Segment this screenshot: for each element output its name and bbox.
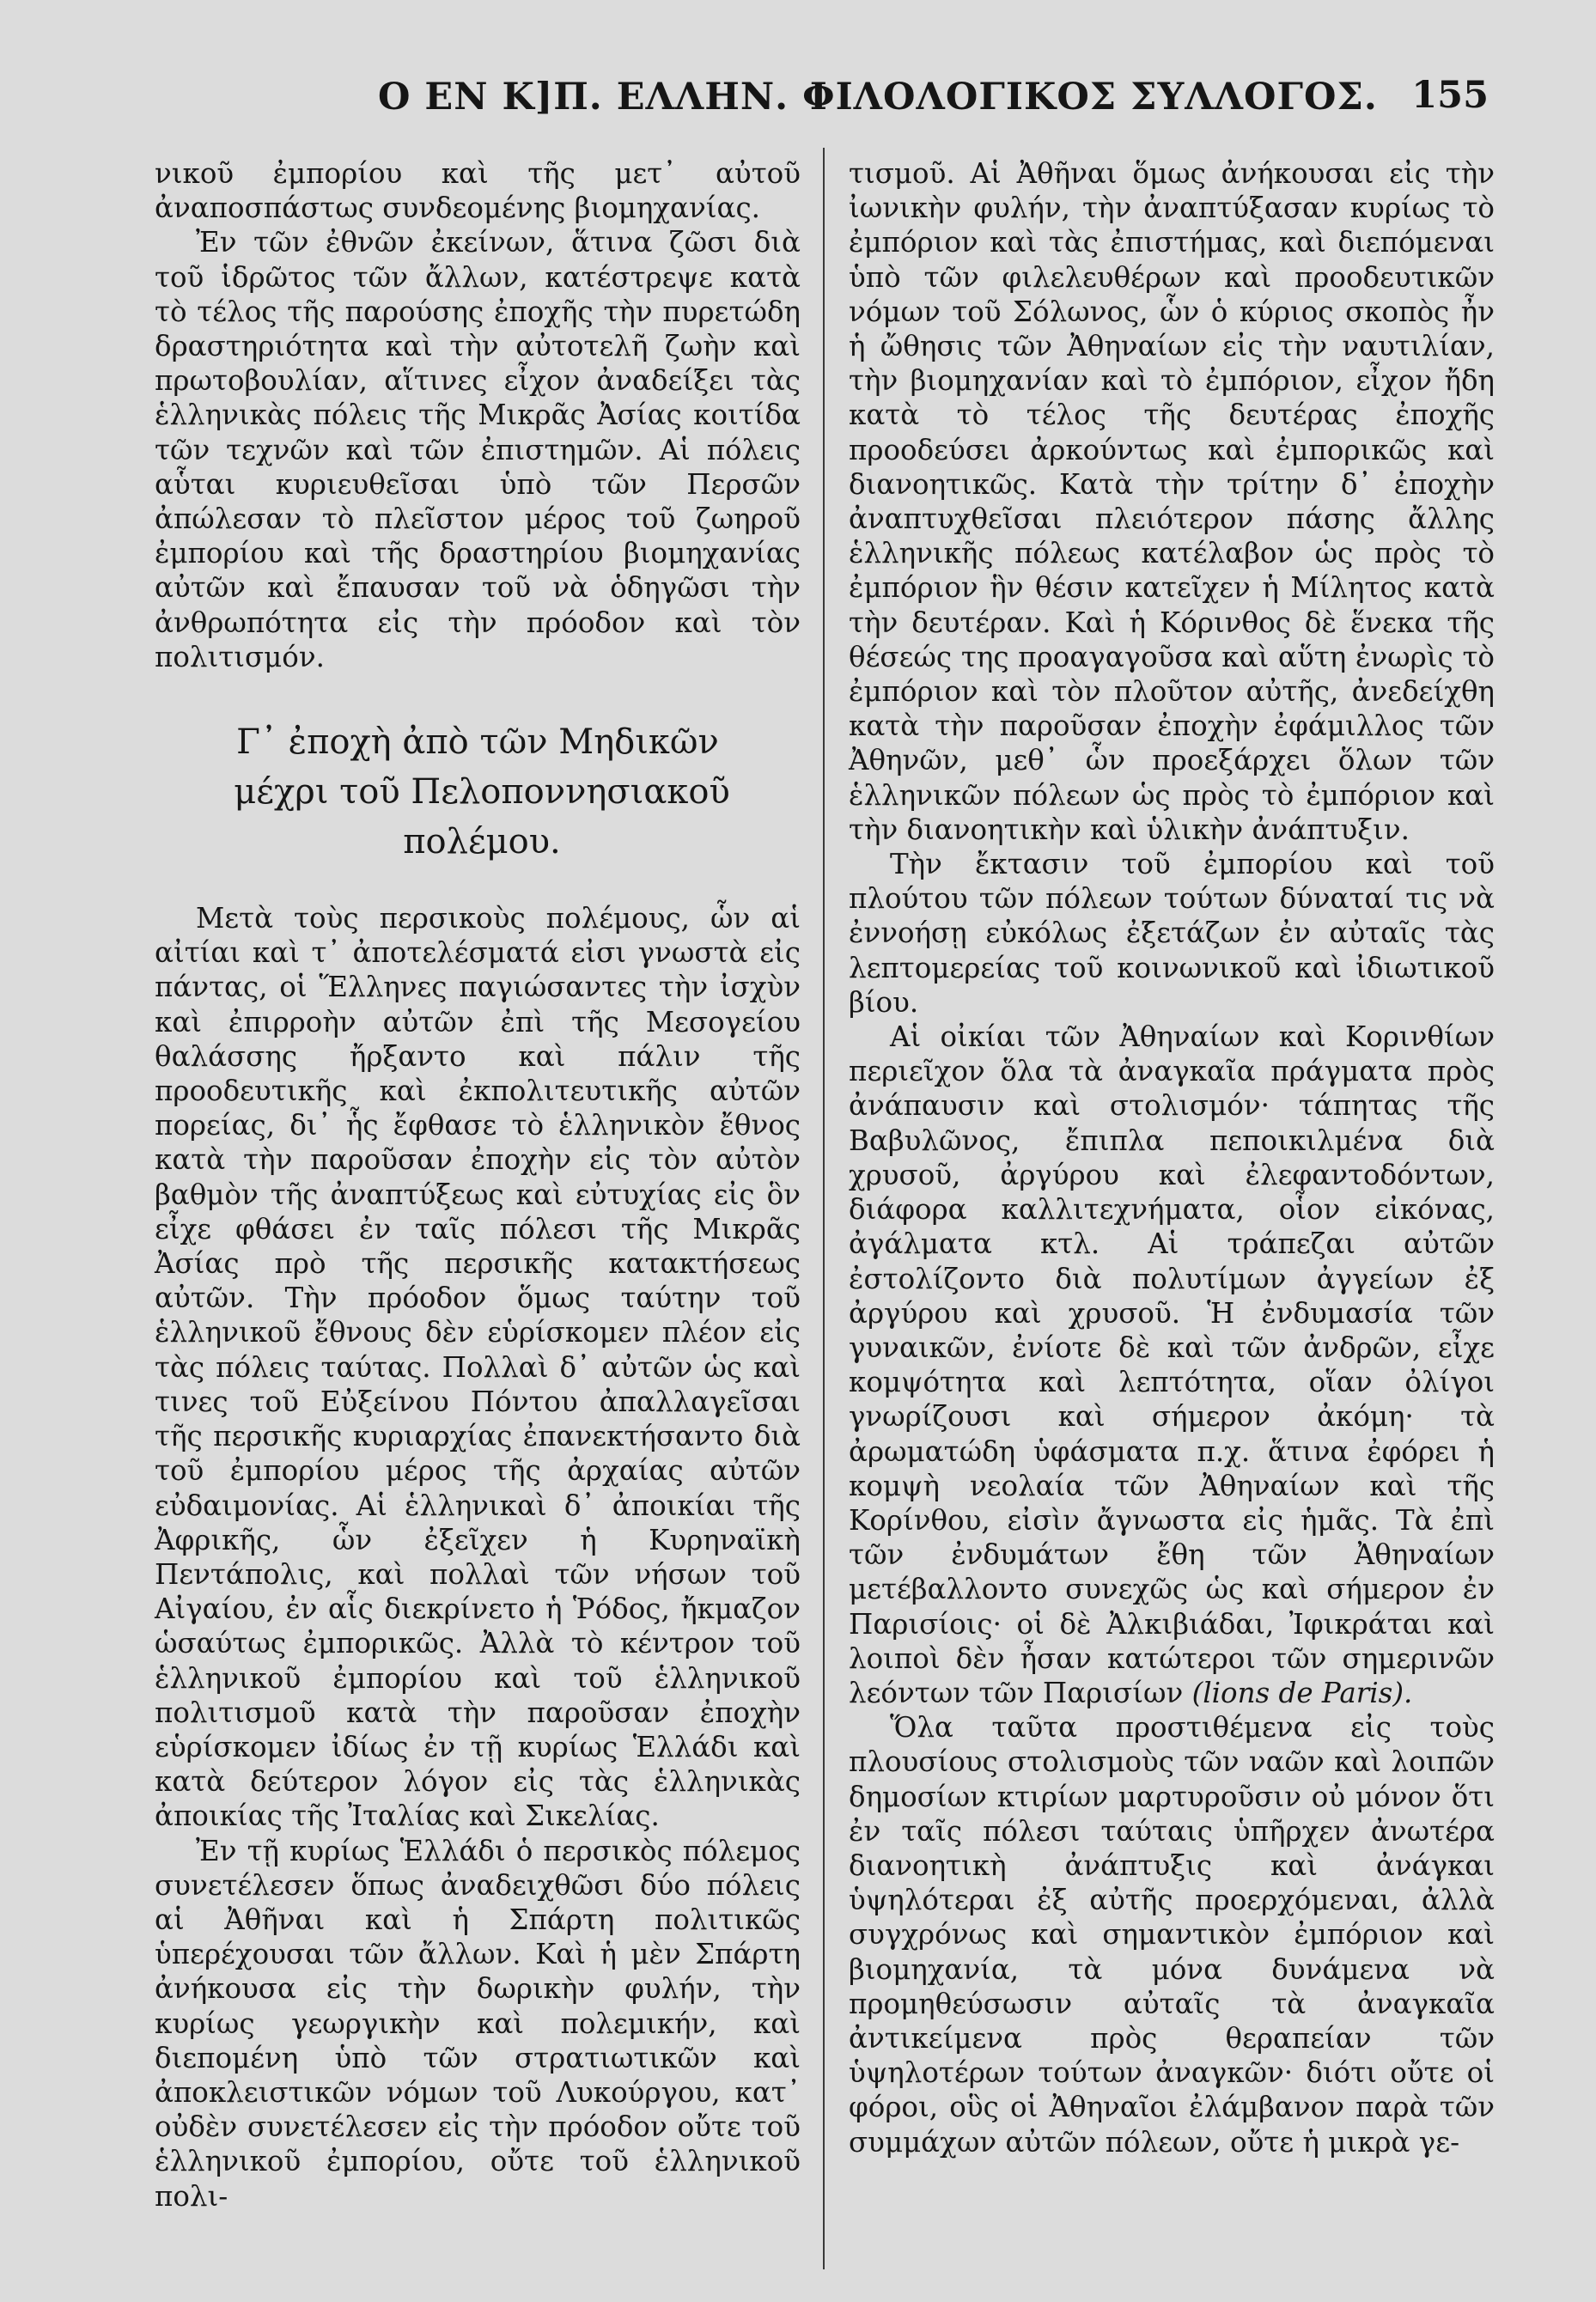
left-column: [155, 156, 801, 2214]
section-heading-line: Γ᾽ ἐποχὴ ἀπὸ τῶν Μηδικῶν: [236, 722, 719, 763]
paragraph: Τὴν ἔκτασιν τοῦ ἐμπορίου καὶ τοῦ πλούτου τῶν πόλεων τούτων δύναταί τις νὰ ἐννοήσῃ εὐκόλως ἐξετάζων ἐν αὐταῖς τὰς λεπτομερείας τοῦ κοινωνικοῦ καὶ ἰδιωτικοῦ βίου.: [849, 848, 1495, 1019]
paragraph: Ἐν τῶν ἐθνῶν ἐκείνων, ἅτινα ζῶσι διὰ τοῦ ἱδρῶτος τῶν ἄλλων, κατέστρεψε κατὰ τὸ τέλος τῆς παρούσης ἐποχῆς τὴν πυρετώδη δραστηριότητα καὶ τὴν αὐτοτελῆ ζωὴν καὶ πρωτοβουλίαν, αἵτινες εἶχον ἀναδείξει τὰς ἑλληνικὰς πόλεις τῆς Μικρᾶς Ἀσίας κοιτίδα τῶν τεχνῶν καὶ τῶν ἐπιστημῶν. Αἱ πόλεις αὗται κυριευθεῖσαι ὑπὸ τῶν Περσῶν ἀπώλεσαν τὸ πλεῖστον μέρος τοῦ ζωηροῦ ἐμπορίου καὶ τῆς δραστηρίου βιομηχανίας αὐτῶν καὶ ἔπαυσαν τοῦ νὰ ὁδηγῶσι τὴν ἀνθρωπότητα εἰς τὴν πρόοδον καὶ τὸν πολιτισμόν.: [155, 226, 801, 673]
section-heading: [155, 717, 801, 867]
paragraph: [849, 1020, 1495, 1710]
italic-phrase: (lions de Paris).: [1191, 1676, 1413, 1709]
paragraph: Μετὰ τοὺς περσικοὺς πολέμους, ὧν αἱ αἰτίαι καὶ τ᾽ ἀποτελέσματά εἰσι γνωστὰ εἰς πάντας, οἱ Ἕλληνες παγιώσαντες τὴν ἰσχὺν καὶ ἐπιρροὴν αὐτῶν ἐπὶ τῆς Μεσογείου θαλάσσης ἤρξαντο καὶ πάλιν τῆς προοδευτικῆς καὶ ἐκπολιτευτικῆς αὐτῶν πορείας, δι᾽ ἧς ἔφθασε τὸ ἑλληνικὸν ἔθνος κατὰ τὴν παροῦσαν ἐποχὴν εἰς τὸν αὐτὸν βαθμὸν τῆς ἀναπτύξεως καὶ εὐτυχίας εἰς ὃν εἶχε φθάσει ἐν ταῖς πόλεσι τῆς Μικρᾶς Ἀσίας πρὸ τῆς περσικῆς κατακτήσεως αὐτῶν. Τὴν πρόοδον ὅμως ταύτην τοῦ ἑλληνικοῦ ἔθνους δὲν εὑρίσκομεν πλέον εἰς τὰς πόλεις ταύτας. Πολλαὶ δ᾽ αὐτῶν ὡς καὶ τινες τοῦ Εὐξείνου Πόντου ἀπαλλαγεῖσαι τῆς περσικῆς κυριαρχίας ἐπανεκτήσαντο διὰ τοῦ ἐμπορίου μέρος τῆς ἀρχαίας αὐτῶν εὐδαιμονίας. Αἱ ἑλληνικαὶ δ᾽ ἀποικίαι τῆς Ἀφρικῆς, ὧν ἐξεῖχεν ἡ Κυρηναϊκὴ Πεντάπολις, καὶ πολλαὶ τῶν νήσων τοῦ Αἰγαίου, ἐν αἷς διεκρίνετο ἡ Ῥόδος, ἤκμαζον ὡσαύτως ἐμπορικῶς. Ἀλλὰ τὸ κέντρον τοῦ ἑλληνικοῦ ἐμπορίου καὶ τοῦ ἑλληνικοῦ πολιτισμοῦ κατὰ τὴν παροῦσαν ἐποχὴν εὑρίσκομεν ἰδίως ἐν τῇ κυρίως Ἑλλάδι καὶ κατὰ δεύτερον λόγον εἰς τὰς ἑλληνικὰς ἀποικίας τῆς Ἰταλίας καὶ Σικελίας.: [155, 902, 801, 1833]
page-header: [0, 70, 1596, 131]
column-divider: [823, 148, 825, 2269]
section-heading-line: μέχρι τοῦ Πελοποννησιακοῦ πολέμου.: [234, 772, 730, 862]
paragraph-text: Αἱ οἰκίαι τῶν Ἀθηναίων καὶ Κορινθίων περιεῖχον ὅλα τὰ ἀναγκαῖα πράγματα πρὸς ἀνάπαυσιν καὶ στολισμόν· τάπητας τῆς Βαβυλῶνος, ἔπιπλα πεποικιλμένα διὰ χρυσοῦ, ἀργύρου καὶ ἐλεφαντοδόντων, διάφορα καλλιτεχνήματα, οἷον εἰκόνας, ἀγάλματα κτλ. Αἱ τράπεζαι αὐτῶν ἐστολίζοντο διὰ πολυτίμων ἀγγείων ἐξ ἀργύρου καὶ χρυσοῦ. Ἡ ἐνδυμασία τῶν γυναικῶν, ἐνίοτε δὲ καὶ τῶν ἀνδρῶν, εἶχε κομψότητα καὶ λεπτότητα, οἵαν ὀλίγοι γνωρίζουσι καὶ σήμερον ἀκόμη· τὰ ἀρωματώδη ὑφάσματα π.χ. ἅτινα ἐφόρει ἡ κομψὴ νεολαία τῶν Ἀθηναίων καὶ τῆς Κορίνθου, εἰσὶν ἄγνωστα εἰς ἡμᾶς. Τὰ ἐπὶ τῶν ἐνδυμάτων ἔθη τῶν Ἀθηναίων μετέβαλλοντο συνεχῶς ὡς καὶ σήμερον ἐν Παρισίοις· οἱ δὲ Ἀλκιβιάδαι, Ἰφικράται καὶ λοιποὶ δὲν ἦσαν κατώτεροι τῶν σημερινῶν λεόντων τῶν Παρισίων: [849, 1020, 1495, 1709]
paragraph: νικοῦ ἐμπορίου καὶ τῆς μετ᾽ αὐτοῦ ἀναποσπάστως συνδεομένης βιομηχανίας.: [155, 157, 801, 225]
page-number: 155: [1411, 74, 1489, 117]
paragraph: Ἐν τῇ κυρίως Ἑλλάδι ὁ περσικὸς πόλεμος συνετέλεσεν ὅπως ἀναδειχθῶσι δύο πόλεις αἱ Ἀθῆναι καὶ ἡ Σπάρτη πολιτικῶς ὑπερέχουσαι τῶν ἄλλων. Καὶ ἡ μὲν Σπάρτη ἀνήκουσα εἰς τὴν δωρικὴν φυλήν, τὴν κυρίως γεωργικὴν καὶ πολεμικήν, καὶ διεπομένη ὑπὸ τῶν στρατιωτικῶν καὶ ἀποκλειστικῶν νόμων τοῦ Λυκούργου, κατ᾽ οὐδὲν συνετέλεσεν εἰς τὴν πρόοδον οὔτε τοῦ ἑλληνικοῦ ἐμπορίου, οὔτε τοῦ ἑλληνικοῦ πολι-: [155, 1834, 801, 2213]
paragraph: τισμοῦ. Αἱ Ἀθῆναι ὅμως ἀνήκουσαι εἰς τὴν ἰωνικὴν φυλήν, τὴν ἀναπτύξασαν κυρίως τὸ ἐμπόριον καὶ τὰς ἐπιστήμας, καὶ διεπόμεναι ὑπὸ τῶν φιλελευθέρων καὶ προοδευτικῶν νόμων τοῦ Σόλωνος, ὧν ὁ κύριος σκοπὸς ἦν ἡ ὤθησις τῶν Ἀθηναίων εἰς τὴν ναυτιλίαν, τὴν βιομηχανίαν καὶ τὸ ἐμπόριον, εἶχον ἤδη κατὰ τὸ τέλος τῆς δευτέρας ἐποχῆς προοδεύσει ἀρκούντως καὶ ἐμπορικῶς καὶ διανοητικῶς. Κατὰ τὴν τρίτην δ᾽ ἐποχὴν ἀναπτυχθεῖσαι πλειότερον πάσης ἄλλης ἑλληνικῆς πόλεως κατέλαβον ὡς πρὸς τὸ ἐμπόριον ἣν θέσιν κατεῖχεν ἡ Μίλητος κατὰ τὴν δευτέραν. Καὶ ἡ Κόρινθος δὲ ἕνεκα τῆς θέσεώς της προαγαγοῦσα καὶ αὕτη ἐνωρὶς τὸ ἐμπόριον καὶ τὸν πλοῦτον αὐτῆς, ἀνεδείχθη κατὰ τὴν παροῦσαν ἐποχὴν ἐφάμιλλος τῶν Ἀθηνῶν, μεθ᾽ ὧν προεξάρχει ὅλων τῶν ἑλληνικῶν πόλεων ὡς πρὸς τὸ ἐμπόριον καὶ τὴν διανοητικὴν καὶ ὑλικὴν ἀνάπτυξιν.: [849, 157, 1495, 846]
paragraph: Ὅλα ταῦτα προστιθέμενα εἰς τοὺς πλουσίους στολισμοὺς τῶν ναῶν καὶ λοιπῶν δημοσίων κτιρίων μαρτυροῦσιν οὐ μόνον ὅτι ἐν ταῖς πόλεσι ταύταις ὑπῆρχεν ἀνωτέρα διανοητικὴ ἀνάπτυξις καὶ ἀνάγκαι ὑψηλότεραι ἐξ αὐτῆς προερχόμεναι, ἀλλὰ συγχρόνως καὶ σημαντικὸν ἐμπόριον καὶ βιομηχανία, τὰ μόνα δυνάμενα νὰ προμηθεύσωσιν αὐταῖς τὰ ἀναγκαῖα ἀντικείμενα πρὸς θεραπείαν τῶν ὑψηλοτέρων τούτων ἀναγκῶν· διότι οὔτε οἱ φόροι, οὓς οἱ Ἀθηναῖοι ἐλάμβανον παρὰ τῶν συμμάχων αὐτῶν πόλεων, οὔτε ἡ μικρὰ γε-: [849, 1711, 1495, 2159]
running-title: Ο ΕΝ Κ]Π. ΕΛΛΗΝ. ΦΙΛΟΛΟΓΙΚΟΣ ΣΥΛΛΟΓΟΣ.: [378, 76, 1378, 119]
right-column: [849, 156, 1495, 2159]
